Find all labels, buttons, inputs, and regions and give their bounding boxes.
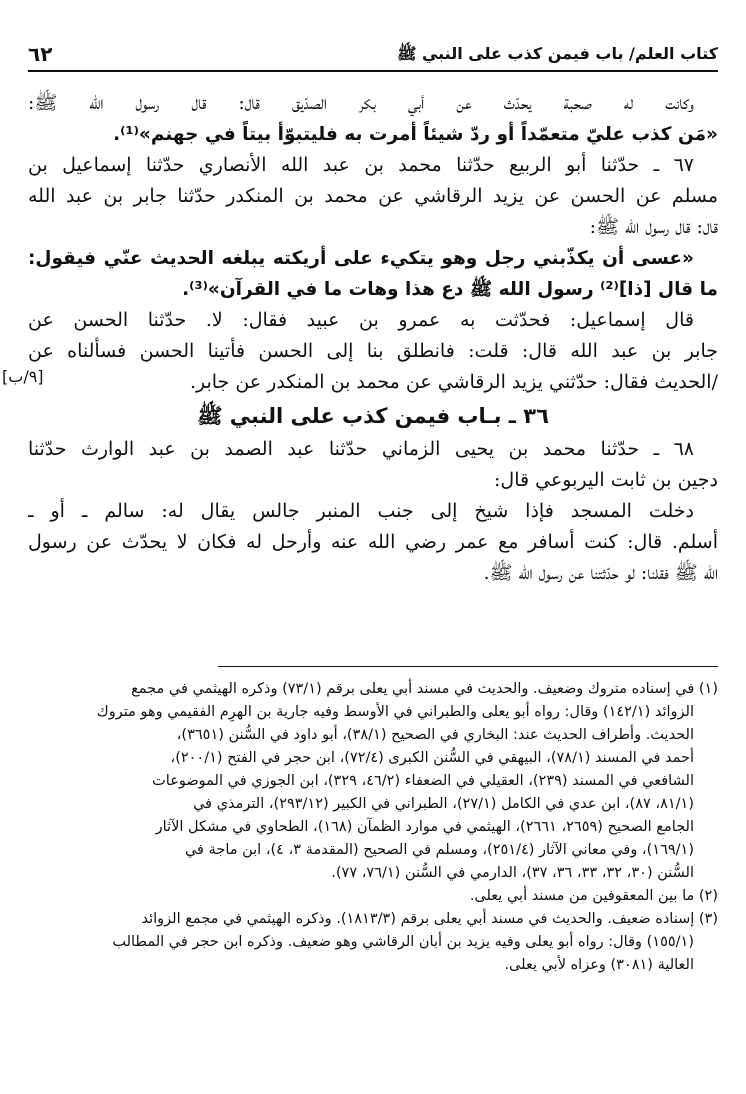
footnote-line: الشافعي في المسند (٢٣٩)، العقيلي في الضعفاء (٤٦/٢، ٣٢٩)، ابن الجوزي في الموضوعات — [152, 773, 694, 789]
text-line: دخلت المسجد فإذا شيخ إلى جنب المنبر جالس يقال له: سالم ـ أو ـ — [28, 500, 694, 522]
footnotes — [28, 678, 718, 977]
footnote-line: العالية (٣٠٨١) وعزاه لأبي يعلى. — [504, 957, 694, 973]
header-rule — [28, 70, 718, 72]
footnote-line: (١) في إسناده متروك وضعيف. والحديث في مسند أبي يعلى برقم (٧٣/١) وذكره الهيثمي في مجمع — [131, 681, 718, 697]
main-text — [2, 88, 718, 589]
footnote-line: (٣) إسناده ضعيف. والحديث في مسند أبي يعلى برقم (١٨١٣/٣). وذكره الهيثمي في مجمع الزوائد — [141, 911, 718, 927]
footnote-line: الحديث. وأطراف الحديث عند: البخاري في الصحيح (٣٨/١)، أبو داود في السُّنن (٣٦٥١)، — [176, 727, 694, 743]
footnote-line: (١٥٥/١) وقال: رواه أبو يعلى وفيه يزيد بن أبان الرقاشي وهو ضعيف. وذكره ابن حجر في المطالب — [112, 934, 694, 950]
text-line: ٦٧ ـ حدّثنا أبو الربيع حدّثنا محمد بن عبد الله الأنصاري حدّثنا إسماعيل بن — [28, 154, 694, 176]
page-number: ٦٢ — [28, 42, 53, 66]
footnote-line: الجامع الصحيح (٢٦٥٩، ٢٦٦١)، الهيثمي في موارد الظمآن (١٦٨)، الطحاوي في مشكل الآثار — [155, 819, 694, 835]
text-line: قال: قال رسول الله ﷺ: — [589, 216, 718, 238]
footnote-line: أحمد في المسند (٧٨/١)، البيهقي في السُّنن الكبرى (٧٢/٤)، ابن حجر في الفتح (٢٠٠/١)، — [170, 750, 694, 766]
footnote-line: الزوائد (١٤٢/١) وقال: رواه أبو يعلى والطبراني في الأوسط وفيه جارية بن الهرِم الفقيمي وهو متروك — [96, 704, 694, 720]
text-line: /الحديث فقال: حدّثني يزيد الرقاشي عن محمد بن المنكدر عن جابر. — [189, 371, 718, 393]
hadith-quote-line: «مَن كذب عليّ متعمّداً أو ردّ شيئاً أمرت به فليتبوّأ بيتاً في جهنم»⁽¹⁾. — [113, 124, 718, 145]
hadith-quote-line: «عسى أن يكذّبني رجل وهو يتكيء على أريكته يبلغه الحديث عنّي فيقول: — [28, 248, 694, 269]
text-line: دجين بن ثابت اليربوعي قال: — [494, 469, 718, 491]
footnote-line: (٨١/١، ٨٧)، ابن عدي في الكامل (٢٧/١)، الطبراني في الكبير (٢٩٣/١٢)، الترمذي في — [193, 796, 694, 812]
footnote-line: (١٦٩/١)، وفي معاني الآثار (٢٥١/٤)، ومسلم في الصحيح (المقدمة ٣، ٤)، ابن ماجة في — [184, 842, 694, 858]
text-line: أسلم. قال: كنت أسافر مع عمر رضي الله عنه وأرحل له فكان لا يحدّث عن رسول — [28, 531, 718, 553]
manuscript-folio-ref: [٩/ب] — [2, 367, 44, 386]
text-line: قال إسماعيل: فحدّثت به عمرو بن عبيد فقال: لا. حدّثنا الحسن عن — [28, 309, 694, 331]
text-line: الله ﷺ فقلنا: لو حدّثتنا عن رسول الله ﷺ. — [483, 562, 718, 584]
text-line-with-margin — [2, 367, 718, 398]
hadith-quote-line: ما قال [ذا]⁽²⁾ رسول الله ﷺ دع هذا وهات ما في القرآن»⁽³⁾. — [182, 279, 718, 300]
footnote-line: السُّنن (٣٠، ٣٢، ٣٣، ٣٦، ٣٧)، الدارمي في السُّنن (٧٦/١، ٧٧). — [331, 865, 694, 881]
running-title: كتاب العلم/ باب فيمن كذب على النبي ﷺ — [397, 44, 718, 63]
text-line: ٦٨ ـ حدّثنا محمد بن يحيى الزماني حدّثنا عبد الصمد بن عبد الوارث حدّثنا — [28, 438, 694, 460]
section-heading: ٣٦ ـ بـاب فيمن كذب على النبي ﷺ — [197, 404, 549, 428]
text-line: جابر بن عبد الله قال: قلت: فانطلق بنا إلى الحسن فأتينا الحسن فسألناه عن — [28, 340, 718, 362]
footnote-line: (٢) ما بين المعقوفين من مسند أبي يعلى. — [469, 888, 718, 904]
page-header — [28, 30, 718, 70]
footnote-separator — [218, 666, 718, 667]
book-page — [2, 30, 718, 973]
text-line: وكانت له صحبة يحدّث عن أبي بكر الصدّيق قال: قال رسول الله ﷺ: — [28, 92, 694, 114]
text-line: مسلم عن الحسن عن يزيد الرقاشي عن محمد بن المنكدر حدّثنا جابر بن عبد الله — [28, 185, 718, 207]
